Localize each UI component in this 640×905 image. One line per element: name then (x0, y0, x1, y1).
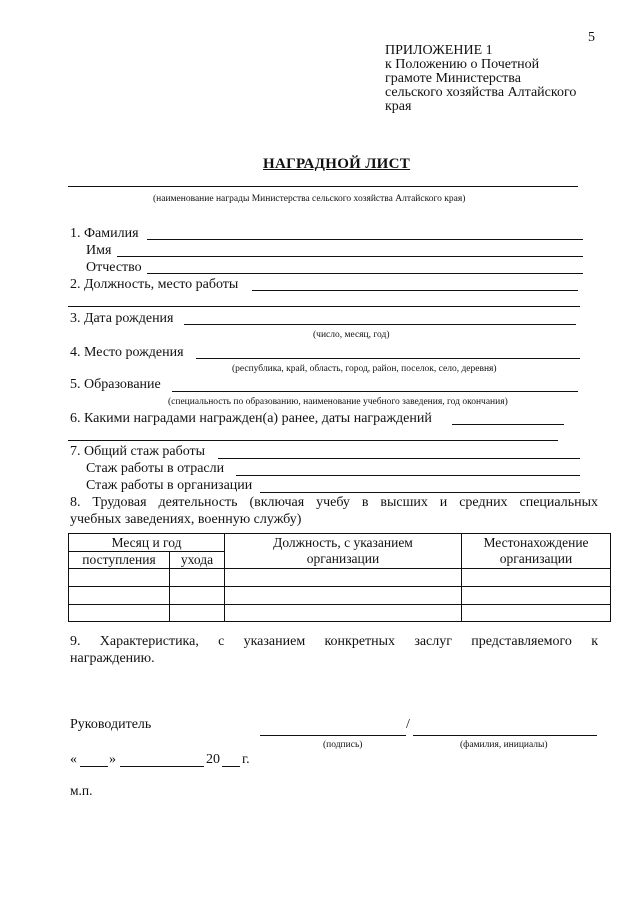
document-title: НАГРАДНОЙ ЛИСТ (263, 156, 411, 172)
head-label: Руководитель (70, 717, 152, 732)
birth-place-hint: (республика, край, область, город, район, поселок, село, деревня) (232, 364, 497, 374)
table-row (69, 587, 611, 605)
patronymic-label: Отчество (86, 260, 142, 275)
signature-hint: (подпись) (323, 740, 363, 750)
position-header-line-1: Должность, с указанием (273, 535, 413, 550)
table-cell[interactable] (225, 569, 462, 587)
position-field-continued[interactable] (68, 306, 580, 307)
characteristic-line-2: награждению. (70, 651, 155, 666)
work-activity-line-2: учебных заведениях, военную службу) (70, 512, 302, 527)
table-cell[interactable] (69, 605, 170, 622)
position-field[interactable] (252, 290, 578, 291)
position-header-line-2: организации (306, 551, 380, 566)
year-field[interactable] (222, 766, 240, 767)
birth-date-field[interactable] (184, 324, 576, 325)
appendix-line-2: к Положению о Почетной (385, 57, 540, 72)
table-header-row (69, 534, 611, 552)
appendix-line-3: грамоте Министерства (385, 71, 521, 86)
location-header-line-1: Местонахождение (483, 535, 589, 550)
surname-field[interactable] (147, 239, 583, 240)
location-header (462, 534, 611, 569)
table-cell[interactable] (170, 569, 225, 587)
table-cell[interactable] (462, 587, 611, 605)
table-cell[interactable] (462, 605, 611, 622)
previous-awards-field-continued[interactable] (68, 440, 558, 441)
surname-label: 1. Фамилия (70, 226, 139, 241)
total-experience-label: 7. Общий стаж работы (70, 444, 206, 459)
year-prefix: 20 (206, 752, 220, 767)
table-row (69, 605, 611, 622)
characteristic-line-1: 9. Характеристика, с указанием конкретных заслуг представляемого к (70, 634, 598, 649)
table-cell[interactable] (69, 587, 170, 605)
industry-experience-label: Стаж работы в отрасли (86, 461, 225, 476)
work-activity-table (68, 533, 611, 622)
table-cell[interactable] (170, 587, 225, 605)
position-label: 2. Должность, место работы (70, 277, 239, 292)
appendix-line-1: ПРИЛОЖЕНИЕ 1 (385, 43, 493, 58)
end-header: ухода (170, 552, 225, 569)
name-field[interactable] (117, 256, 583, 257)
education-field[interactable] (172, 391, 578, 392)
month-field[interactable] (120, 766, 204, 767)
table-cell[interactable] (170, 605, 225, 622)
location-header-line-2: организации (499, 551, 573, 566)
start-header: поступления (69, 552, 170, 569)
name-initials-field[interactable] (413, 735, 597, 736)
date-open-quote: « (70, 752, 77, 767)
day-field[interactable] (80, 766, 108, 767)
industry-experience-field[interactable] (236, 475, 580, 476)
total-experience-field[interactable] (218, 458, 580, 459)
slash: / (406, 717, 410, 732)
award-name-hint: (наименование награды Министерства сельского хозяйства Алтайского края) (153, 194, 466, 204)
page-number: 5 (588, 30, 595, 45)
signature-field[interactable] (260, 735, 406, 736)
education-hint: (специальность по образованию, наименование учебного заведения, год окончания) (168, 397, 508, 407)
table-cell[interactable] (225, 587, 462, 605)
work-activity-line-1: 8. Трудовая деятельность (включая учебу в высших и средних специальных (70, 495, 598, 510)
table-cell[interactable] (462, 569, 611, 587)
position-header (225, 534, 462, 569)
table-row (69, 569, 611, 587)
education-label: 5. Образование (70, 377, 161, 392)
name-label: Имя (86, 243, 112, 258)
month-year-header: Месяц и год (69, 534, 225, 552)
table-cell[interactable] (225, 605, 462, 622)
birth-place-label: 4. Место рождения (70, 345, 184, 360)
org-experience-label: Стаж работы в организации (86, 478, 253, 493)
previous-awards-field[interactable] (452, 424, 564, 425)
name-initials-hint: (фамилия, инициалы) (460, 740, 548, 750)
appendix-line-4: сельского хозяйства Алтайского (385, 85, 577, 100)
org-experience-field[interactable] (260, 492, 580, 493)
patronymic-field[interactable] (147, 273, 583, 274)
birth-place-field[interactable] (196, 358, 580, 359)
stamp-place: м.п. (70, 783, 93, 798)
table-cell[interactable] (69, 569, 170, 587)
birth-date-label: 3. Дата рождения (70, 311, 174, 326)
appendix-line-5: края (385, 99, 412, 114)
date-close-quote: » (109, 752, 116, 767)
award-name-field[interactable] (68, 186, 578, 187)
previous-awards-label: 6. Какими наградами награжден(а) ранее, даты награждений (70, 411, 432, 426)
birth-date-hint: (число, месяц, год) (313, 330, 390, 340)
year-suffix: г. (242, 752, 250, 767)
